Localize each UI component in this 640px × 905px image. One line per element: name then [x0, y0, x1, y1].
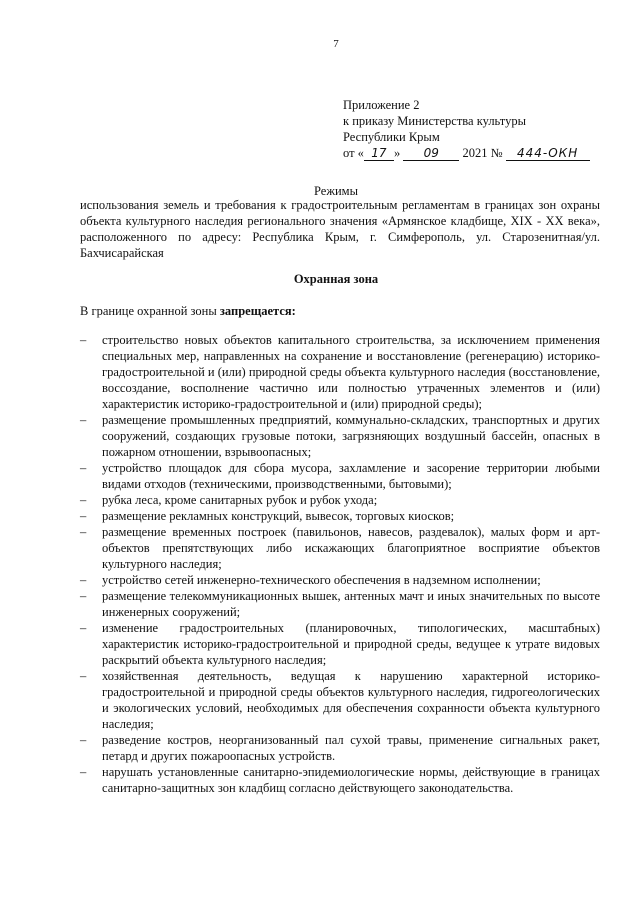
list-item-text: изменение градостроительных (планировочных, типологических, масштабных) характеристик историко-градостроительной и природной среды, ведущее к утрате видовых раскрытий объекта культурного наследия; [102, 621, 600, 667]
document-subtitle: использования земель и требования к градостроительным регламентам в границах зон охраны объекта культурного наследия регионального значения «Армянское кладбище, XIX - XX века», расположенного по адресу: Республика Крым, г. Симферополь, ул. Старозенитная/ул. Бахчисарайская [80, 198, 600, 260]
list-item-text: строительство новых объектов капитального строительства, за исключением применения специальных мер, направленных на сохранение и восстановление (регенерацию) историко-градостроительной и (или) природной среды объекта культурного наследия (восстановление, воссоздание, восполнение частично или полностью утраченных элементов и (или) характеристик историко-градостроительной и (или) природной среды); [102, 333, 600, 411]
year-and-number-label: 2021 № [462, 146, 503, 160]
page-number: 7 [333, 38, 339, 50]
handwritten-day: 17 [364, 147, 394, 161]
order-date-number [343, 145, 590, 161]
bullet-dash: – [80, 461, 87, 475]
list-item [80, 460, 600, 492]
appendix-line: Приложение 2 [343, 98, 420, 112]
list-item [80, 332, 600, 412]
bullet-dash: – [80, 621, 87, 635]
list-item [80, 524, 600, 572]
bullet-dash: – [80, 509, 87, 523]
handwritten-order-number: 444-ОКН [506, 147, 590, 161]
bullet-dash: – [80, 413, 87, 427]
date-prefix: от « [343, 146, 364, 160]
document-title: Режимы [314, 184, 358, 198]
bullet-dash: – [80, 589, 87, 603]
list-item-text: размещение временных построек (павильонов, навесов, раздевалок), малых форм и арт-объектов препятствующих либо искажающих благоприятное восприятие объектов культурного наследия; [102, 525, 600, 571]
bullet-dash: – [80, 525, 87, 539]
list-item [80, 412, 600, 460]
list-item-text: рубка леса, кроме санитарных рубок и рубок ухода; [102, 493, 378, 507]
list-item [80, 668, 600, 732]
bullet-dash: – [80, 733, 87, 747]
order-reference: к приказу Министерства культуры [343, 114, 526, 128]
bullet-dash: – [80, 765, 87, 779]
bullet-dash: – [80, 333, 87, 347]
list-item-text: размещение рекламных конструкций, вывесок, торговых киосков; [102, 509, 455, 523]
list-item-text: устройство сетей инженерно-технического обеспечения в надземном исполнении; [102, 573, 541, 587]
bullet-dash: – [80, 493, 87, 507]
section-title: Охранная зона [293, 272, 379, 286]
ministry-region: Республики Крым [343, 130, 440, 144]
bullet-dash: – [80, 573, 87, 587]
list-item-text: разведение костров, неорганизованный пал сухой травы, применение сигнальных ракет, петард и других пожароопасных устройств. [102, 733, 600, 763]
list-item [80, 492, 600, 508]
date-quote: » [393, 146, 401, 160]
handwritten-month: 09 [403, 147, 459, 161]
list-item [80, 588, 600, 620]
appendix-header [343, 97, 590, 161]
list-item-text: размещение телекоммуникационных вышек, антенных мачт и иных значительных по высоте инженерных сооружений; [102, 589, 600, 619]
list-item-text: размещение промышленных предприятий, коммунально-складских, транспортных и других сооружений, создающих грузовые потоки, загрязняющих воздушный бассейн, опасных в пожарном отношении, взрывоопасных; [102, 413, 600, 459]
list-item [80, 572, 600, 588]
intro-paragraph [80, 304, 296, 319]
list-item-text: хозяйственная деятельность, ведущая к нарушению характерной историко-градостроительной и природной среды объектов культурного наследия, гидрогеологических и экологических условий, необходимых для обеспечения сохранности объекта культурного наследия; [102, 669, 600, 731]
intro-text: В границе охранной зоны [80, 304, 220, 318]
intro-bold-text: запрещается: [219, 304, 296, 318]
list-item-text: нарушать установленные санитарно-эпидемиологические нормы, действующие в границах санитарно-защитных зон кладбищ согласно действующего законодательства. [102, 765, 600, 795]
list-item [80, 508, 600, 524]
prohibition-list [80, 332, 600, 796]
list-item [80, 764, 600, 796]
list-item-text: устройство площадок для сбора мусора, захламление и засорение территории любыми видами отходов (техническими, производственными, бытовыми); [102, 461, 600, 491]
bullet-dash: – [80, 669, 87, 683]
list-item [80, 620, 600, 668]
list-item [80, 732, 600, 764]
